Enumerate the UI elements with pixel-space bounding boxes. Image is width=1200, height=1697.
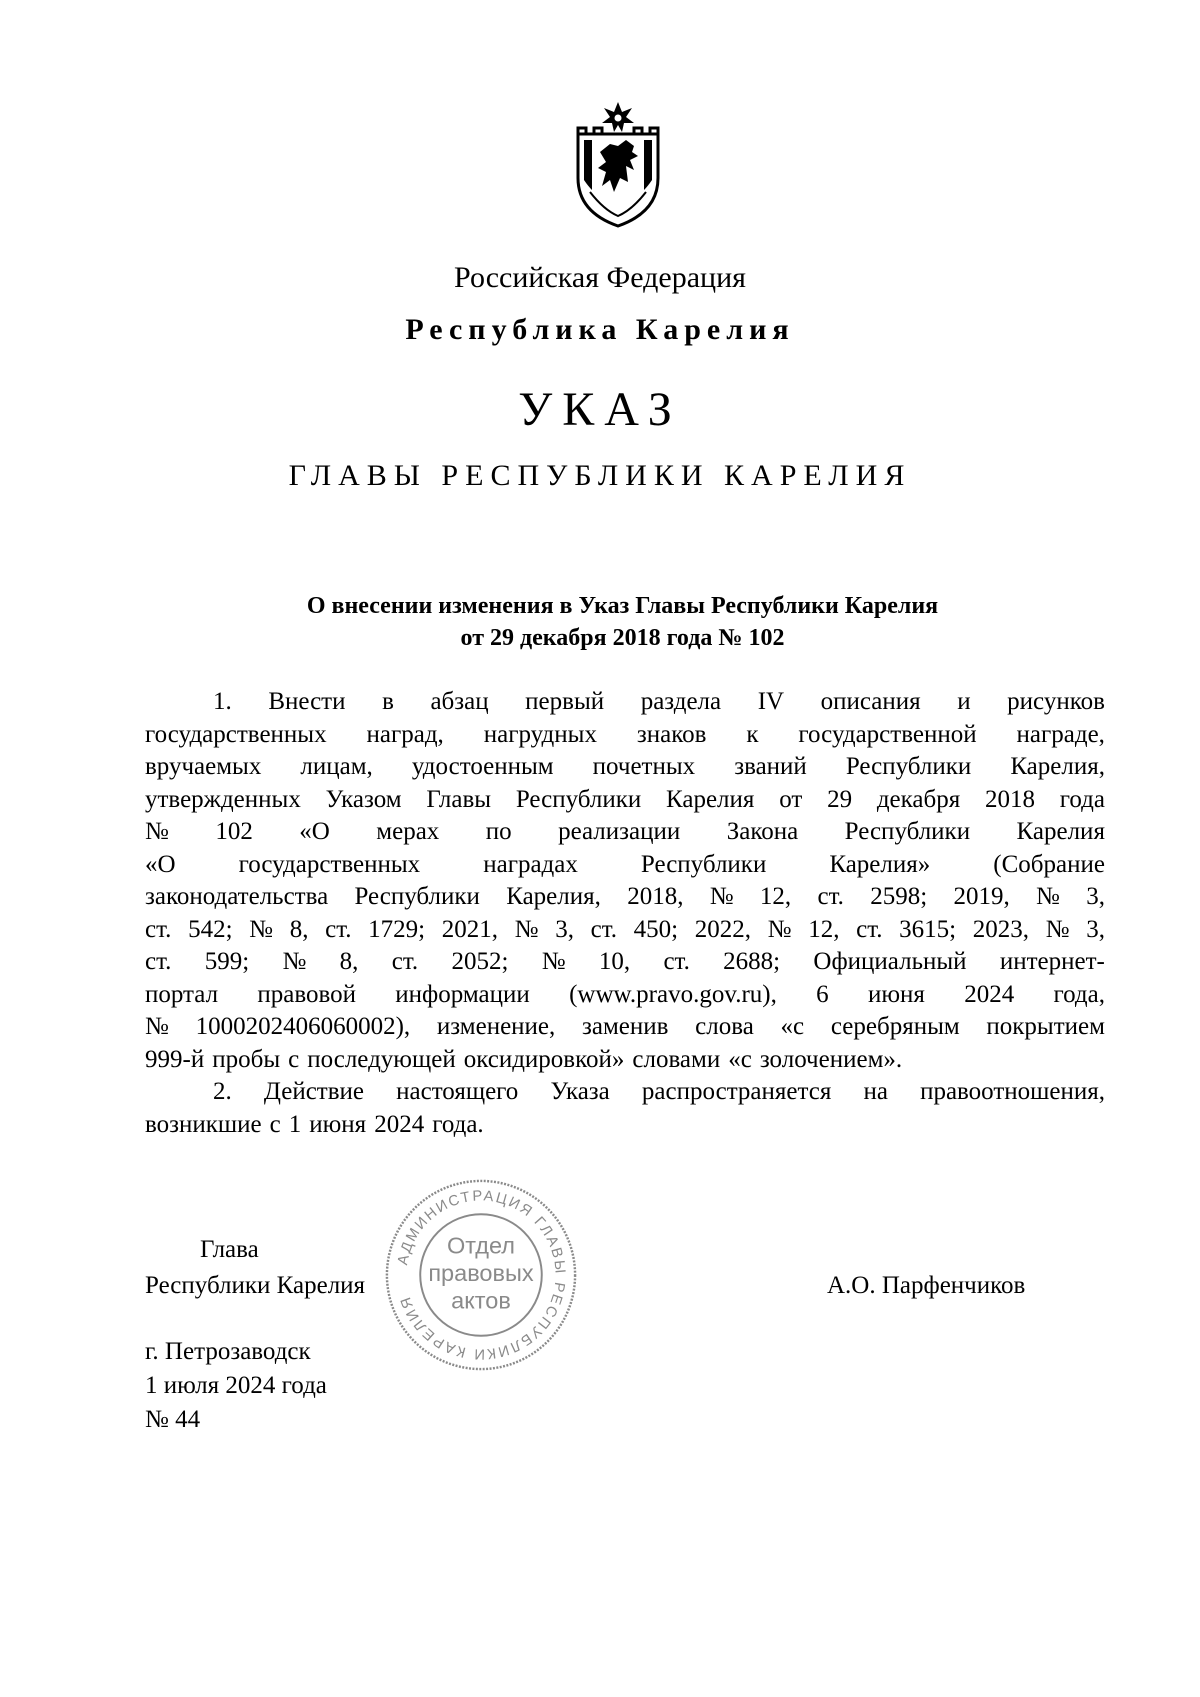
body-word: слова: [695, 1013, 754, 1040]
body-word: 2024: [964, 980, 1015, 1008]
body-word: 2024: [374, 1110, 425, 1138]
body-word: серебряным: [830, 1013, 960, 1040]
body-word: настоящего: [396, 1078, 519, 1105]
document-title: [140, 590, 1105, 654]
body-word: законодательства: [145, 883, 329, 910]
body-word: 542;: [188, 915, 233, 943]
body-word: IV: [757, 688, 785, 715]
body-word: удостоенным: [411, 753, 554, 780]
body-line: [145, 1109, 1105, 1142]
body-word: «О: [145, 850, 176, 878]
decree-number: № 44: [145, 1406, 201, 1433]
issue-place: г. Петрозаводск: [145, 1338, 311, 1365]
body-word: награде,: [1016, 720, 1105, 748]
body-word: 2688;: [723, 948, 781, 975]
body-word: Карелия: [1016, 818, 1105, 845]
body-word: 2019,: [953, 883, 1010, 910]
body-word: 1729;: [368, 915, 426, 943]
body-word: раздела: [640, 688, 722, 715]
body-word: №: [145, 1013, 169, 1040]
body-line: [145, 849, 1105, 882]
body-word: июня: [867, 980, 925, 1008]
body-word: Республики: [354, 883, 480, 910]
body-word: портал: [145, 980, 219, 1008]
body-word: 2052;: [451, 948, 509, 975]
body-word: №: [282, 948, 307, 975]
body-word: «с: [728, 1045, 752, 1073]
body-word: 450;: [633, 915, 679, 943]
body-word: на: [863, 1078, 888, 1105]
coat-of-arms-icon: [568, 100, 668, 230]
body-line: [145, 816, 1105, 849]
body-word: ст.: [145, 948, 172, 975]
body-word: Республики: [640, 850, 767, 878]
body-word: 999-й: [145, 1045, 205, 1073]
body-word: наградах: [483, 850, 578, 878]
stamp-seal: [383, 1177, 579, 1373]
body-word: пробы: [212, 1045, 281, 1073]
body-word: в: [382, 688, 394, 715]
body-line: [145, 784, 1105, 817]
issue-date: 1 июля 2024 года: [145, 1372, 327, 1399]
body-word: 1.: [213, 688, 232, 715]
body-word: возникшие: [145, 1110, 262, 1138]
body-word: №: [1036, 883, 1060, 910]
body-word: абзац: [430, 688, 489, 715]
body-line: [145, 946, 1105, 979]
body-word: с: [269, 1110, 281, 1138]
body-word: Действие: [263, 1078, 365, 1105]
body-word: правоотношения,: [920, 1078, 1105, 1105]
body-line: [145, 979, 1105, 1012]
document-body: [145, 686, 1105, 1141]
body-word: 2022,: [694, 915, 752, 943]
title-line: О внесении изменения в Указ Главы Республики Карелия: [306, 593, 939, 619]
body-word: 1: [288, 1110, 302, 1138]
body-word: заменив: [582, 1013, 669, 1040]
body-word: последующей: [307, 1045, 456, 1073]
body-word: утвержденных: [145, 785, 301, 813]
body-word: 3,: [555, 915, 574, 943]
body-word: изменение,: [436, 1013, 556, 1040]
body-word: №: [145, 818, 169, 845]
body-word: 3615;: [899, 915, 957, 943]
body-word: ст.: [590, 915, 617, 943]
body-word: декабря: [876, 785, 961, 813]
body-word: покрытием: [986, 1013, 1105, 1040]
body-word: 2598;: [870, 883, 928, 910]
body-word: «О: [299, 818, 330, 845]
body-word: 3,: [1086, 883, 1105, 910]
body-word: почетных: [592, 753, 696, 780]
body-word: по: [485, 818, 512, 845]
body-word: государственной: [798, 720, 977, 748]
body-word: нагрудных: [483, 720, 597, 748]
body-word: 2.: [213, 1078, 232, 1105]
body-word: 12,: [759, 883, 792, 910]
body-word: наград,: [366, 720, 444, 748]
body-line: [145, 881, 1105, 914]
body-word: оксидировкой»: [463, 1045, 625, 1073]
body-word: 3,: [1086, 915, 1105, 943]
body-word: июня: [309, 1110, 367, 1138]
body-word: «с: [780, 1013, 805, 1040]
stamp-text: актов: [451, 1287, 511, 1314]
body-word: №: [249, 915, 274, 943]
body-word: Карелия»: [829, 850, 931, 878]
body-word: ст.: [817, 883, 844, 910]
body-line: [145, 751, 1105, 784]
body-line: [145, 686, 1105, 719]
body-word: и: [957, 688, 971, 715]
body-word: 599;: [204, 948, 250, 975]
stamp-text: Отдел: [446, 1232, 516, 1259]
body-word: 102: [215, 818, 253, 845]
body-word: ст.: [391, 948, 419, 975]
body-word: 2018,: [627, 883, 684, 910]
stamp-ring-text: АДМИНИСТРАЦИЯ ГЛАВЫ РЕСПУБЛИКИ КАРЕЛИЯ: [395, 1188, 568, 1362]
body-word: званий: [734, 753, 807, 780]
body-word: с: [288, 1045, 300, 1073]
body-line: [145, 1076, 1105, 1109]
issuer-title: ГЛАВЫ РЕСПУБЛИКИ КАРЕЛИЯ: [288, 459, 912, 492]
body-word: 8,: [289, 915, 309, 943]
body-word: ст.: [145, 915, 172, 943]
body-word: (www.pravo.gov.ru),: [569, 980, 777, 1008]
body-word: информации: [395, 980, 530, 1008]
signatory-name: А.О. Парфенчиков: [827, 1272, 1026, 1299]
stamp-text: правовых: [428, 1259, 534, 1286]
body-word: Главы: [426, 785, 492, 813]
body-word: Карелия,: [506, 883, 601, 910]
republic-name: Республика Карелия: [405, 313, 795, 346]
title-line: от 29 декабря 2018 года № 102: [460, 625, 785, 651]
body-word: (Собрание: [993, 850, 1105, 878]
body-word: реализации: [558, 818, 681, 845]
body-word: знаков: [636, 720, 707, 748]
body-word: мерах: [376, 818, 440, 845]
body-word: интернет-: [999, 948, 1105, 975]
body-word: первый: [525, 688, 605, 715]
body-word: Закона: [726, 818, 799, 845]
body-word: 2023,: [972, 915, 1030, 943]
body-word: 6: [816, 980, 829, 1008]
body-word: государственных: [238, 850, 421, 878]
body-word: 29: [827, 785, 853, 813]
body-word: ст.: [663, 948, 690, 975]
body-word: 2021,: [441, 915, 499, 943]
body-word: года.: [432, 1110, 484, 1138]
document-type: УКАЗ: [518, 383, 682, 436]
body-word: 10,: [598, 948, 631, 975]
body-word: №: [1045, 915, 1070, 943]
signatory-title: Глава: [200, 1236, 259, 1263]
body-word: №: [709, 883, 734, 910]
body-line: [145, 1011, 1105, 1044]
federation-name: Российская Федерация: [454, 261, 746, 294]
body-word: года: [1059, 785, 1105, 813]
signatory-title: Республики Карелия: [145, 1272, 366, 1299]
body-word: золочением».: [759, 1045, 903, 1073]
body-word: распространяется: [641, 1078, 832, 1105]
body-word: рисунков: [1007, 688, 1105, 715]
body-word: Указом: [325, 785, 402, 813]
body-word: описания: [820, 688, 921, 715]
body-line: [145, 719, 1105, 752]
body-word: правовой: [257, 980, 356, 1008]
body-word: Республики: [515, 785, 642, 813]
body-word: 12,: [808, 915, 840, 943]
body-word: Официальный: [813, 948, 967, 975]
body-word: государственных: [145, 720, 327, 748]
body-word: 2018: [985, 785, 1035, 813]
body-word: ст.: [856, 915, 883, 943]
body-line: [145, 914, 1105, 947]
body-word: Карелия,: [1010, 753, 1105, 780]
body-word: от: [779, 785, 803, 813]
body-word: Внести: [268, 688, 346, 715]
body-word: №: [514, 915, 539, 943]
body-word: ст.: [325, 915, 352, 943]
body-word: лицам,: [300, 753, 373, 780]
body-word: №: [541, 948, 566, 975]
body-word: Республики: [844, 818, 971, 845]
body-word: Республики: [845, 753, 972, 780]
body-word: словами: [632, 1045, 721, 1073]
body-word: к: [746, 720, 759, 748]
body-word: №: [767, 915, 792, 943]
body-word: Карелия: [666, 785, 755, 813]
body-line: [145, 1044, 1105, 1077]
body-word: года,: [1053, 980, 1105, 1008]
body-word: вручаемых: [145, 753, 262, 780]
body-word: Указа: [550, 1078, 610, 1105]
body-word: 8,: [339, 948, 359, 975]
body-word: 1000202406060002),: [195, 1013, 411, 1040]
